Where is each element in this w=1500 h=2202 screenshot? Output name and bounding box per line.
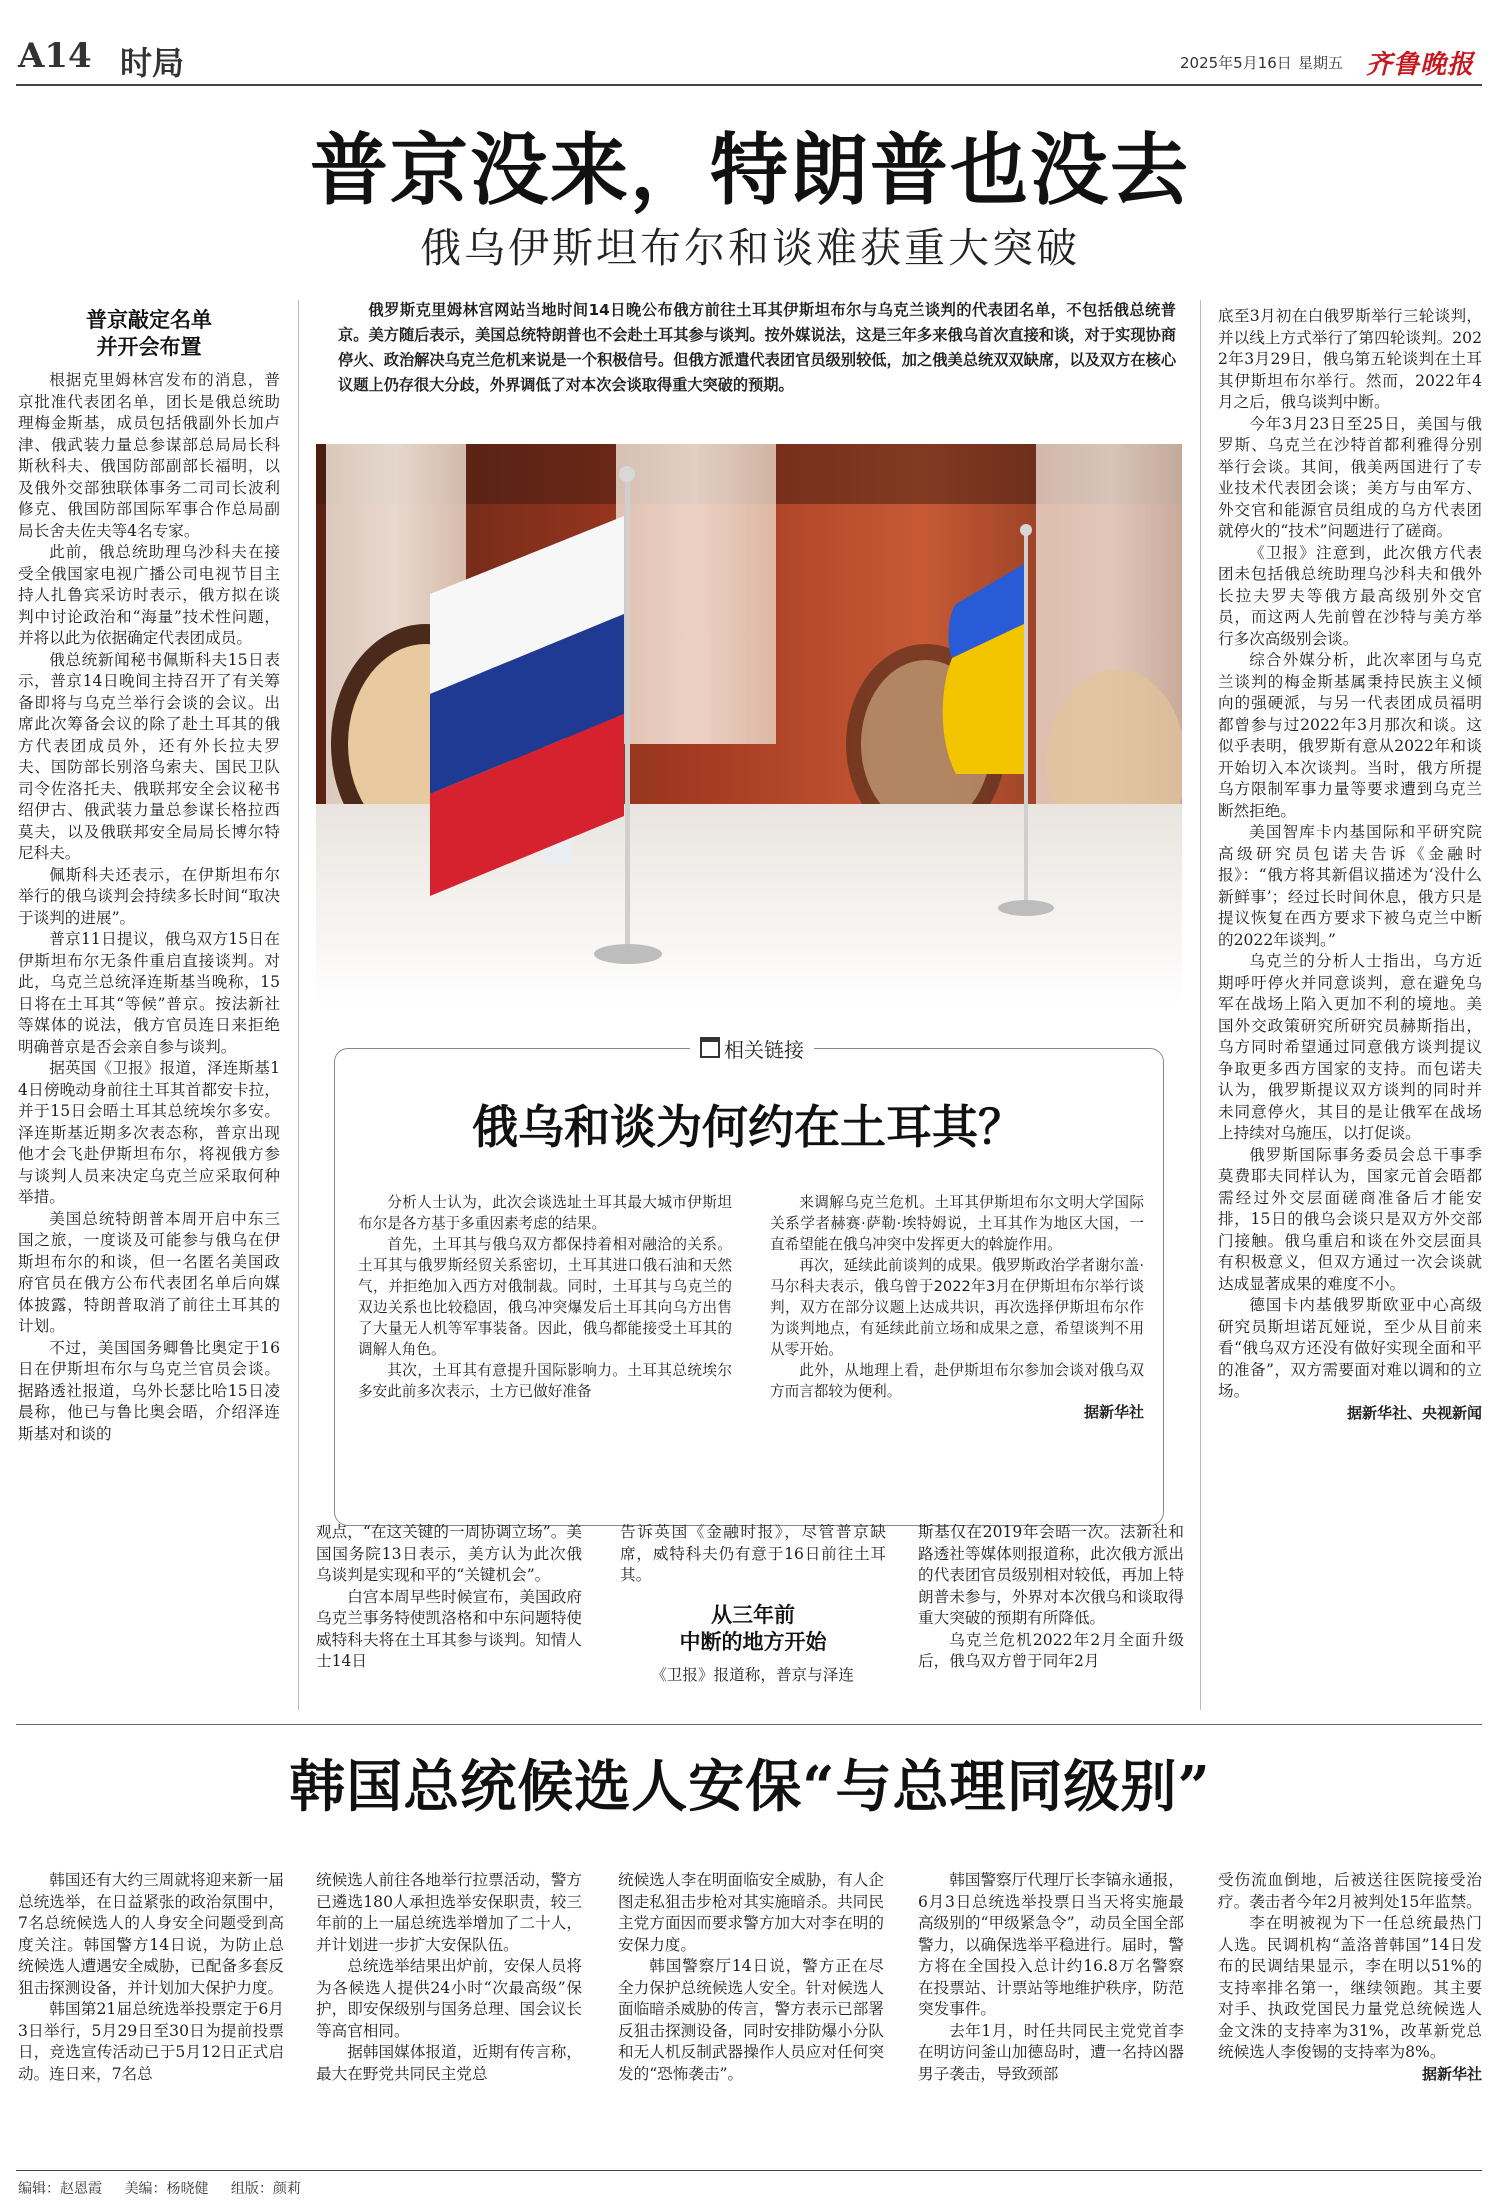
issue-weekday: 星期五 [1298, 54, 1344, 72]
article1-column-3: 告诉英国《金融时报》，尽管普京缺席，威特科夫仍有意于16日前往土耳其。 从三年前 中断的地方开始 《卫报》报道称，普京与泽连 [620, 1523, 886, 1684]
related-link-right-column: 来调解乌克兰危机。土耳其伊斯坦布尔文明大学国际关系学者赫赛·萨勒·埃特姆说，土耳其作为地区大国，一直希望能在俄乌冲突中发挥更大的斡旋作用。 再次，延续此前谈判的成果。俄罗斯政治学者谢尔盖·马尔科夫表示，俄乌曾于2022年3月在伊斯坦布尔举行谈判，双方在部分议题上达成共识，再次选择伊斯坦布尔作为谈判地点，有延续此前立场和成果之意，希望谈判不用从零开始。 此外，从地理上看，赴伊斯坦布尔参加会谈对俄乌双方而言都较为便利。 据新华社 [770, 1194, 1144, 1421]
col1-subhead: 普京敲定名单 [86, 307, 212, 332]
article2-column-3: 统候选人李在明面临安全威胁，有人企图走私狙击步枪对其实施暗杀。共同民主党方面因而要求警方加大对李在明的安保力度。 韩国警察厅14日说，警方正在尽全力保护总统候选人安全。针对候选人面临暗杀威胁的传言，警方表示已部署反狙击探测设备，同时安排防爆小分队和无人机反制武器操作人员应对任何突发的“恐怖袭击”。 [618, 1871, 884, 2083]
article1-source: 据新华社、央视新闻 [1346, 1403, 1482, 1422]
page-number: A14 [18, 36, 92, 76]
article2-column-5: 受伤流血倒地，后被送往医院接受治疗。袭击者今年2月被判处15年监禁。 李在明被视为下一任总统最热门人选。民调机构“盖洛普韩国”14日发布的民调结果显示，李在明以51%的支持率排名第一，继续领跑。其主要对手、执政党国民力量党总统候选人金文洙的支持率为31%，改革新党总统候选人李俊锡的支持率为8%。 据新华社 [1218, 1870, 1482, 2160]
article1-headline: 普京没来，特朗普也没去 [309, 125, 1190, 216]
article1-column-1: 普京敲定名单 并开会布置 根据克里姆林宫发布的消息，普京批准代表团名单，团长是俄总统助理梅金斯基，成员包括俄副外长加卢津、俄武装力量总参谋部总局局长科斯秋科夫、俄国防部副部长福明，以及俄外交部独联体事务二司司长波利修克、俄国防部国际军事合作总局副局长舍夫佐夫等4名专家。 此前，俄总统助理乌沙科夫在接受全俄国家电视广播公司电视节目主持人扎鲁宾采访时表示，俄方拟在谈判中讨论政治和“海量”技术性问题，并将以此为依据确定代表团成员。 俄总统新闻秘书佩斯科夫15日表示，普京14日晚间主持召开了有关筹备即将与乌克兰举行会谈的会议。出席此次筹备会议的除了赴土耳其的俄方代表团成员外，还有外长拉夫罗夫、国防部长别洛乌索夫、国民卫队司令佐洛托夫、俄联邦安全会议秘书绍伊古、俄武装力量总参谋长格拉西莫夫，以及俄联邦安全局局长博尔特尼科夫。 佩斯科夫还表示，在伊斯坦布尔举行的俄乌谈判会持续多长时间“取决于谈判的进展”。 普京11日提议，俄乌双方15日在伊斯坦布尔无条件重启直接谈判。对此，乌克兰总统泽连斯基当晚称，15日将在土耳其“等候”普京。按法新社等媒体的说法，俄方官员连日来拒绝明确普京是否会亲自参与谈判。 据英国《卫报》报道，泽连斯基14日傍晚动身前往土耳其首都安卡拉，并于15日会晤土耳其总统埃尔多安。泽连斯基近期多次表态称，普京出现他才会飞赴伊斯坦布尔，将视俄方参与谈判人员来决定乌克兰应采取何种举措。 美国总统特朗普本周开启中东三国之旅，一度谈及可能参与俄乌在伊斯坦布尔的和谈，但一名匿名美国政府官员在俄方公布代表团名单后向媒体披露，特朗普取消了前往土耳其的计划。 不过，美国国务卿鲁比奥定于16日在伊斯坦布尔与乌克兰官员会谈。据路透社报道，乌外长瑟比哈15日凌晨称，他已与鲁比奥会晤，介绍泽连斯基对和谈的 [18, 307, 280, 1443]
masthead-rule [16, 84, 1482, 86]
divider [1200, 300, 1201, 1710]
article1-column-5: 底至3月初在白俄罗斯举行三轮谈判，并以线上方式举行了第四轮谈判。2022年3月29日，俄乌第五轮谈判在土耳其伊斯坦布尔举行。然而，2022年4月之后，俄乌谈判中断。 今年3月23日至25日，美国与俄罗斯、乌克兰在沙特首都利雅得分别举行会谈。其间，俄美两国进行了专业技术代表团会谈；美方与由军方、外交官和能源官员组成的乌方代表团就停火的“技术”问题进行了磋商。 《卫报》注意到，此次俄方代表团未包括俄总统助理乌沙科夫和俄外长拉夫罗夫等俄方最高级别外交官员，而这两人先前曾在沙特与美方举行多次高级别会谈。 综合外媒分析，此次率团与乌克兰谈判的梅金斯基属秉持民族主义倾向的强硬派，与另一代表团成员福明都曾参与过2022年3月那次和谈。这似乎表明，俄罗斯有意从2022年和谈开始切入本次谈判。当时，俄方所提乌方限制军事力量等要求遭到乌克兰断然拒绝。 美国智库卡内基国际和平研究院高级研究员包诺夫告诉《金融时报》：“俄方将其新倡议描述为‘没什么新鲜事’；经过长时间休息，俄方只是提议恢复在西方要求下被乌克兰中断的2022年谈判。” 乌克兰的分析人士指出，乌方近期呼吁停火并同意谈判，意在避免乌军在战场上陷入更加不利的境地。美国外交政策研究所研究员赫斯指出，乌方同时希望通过同意俄方谈判提议争取更多西方国家的支持。而包诺夫认为，俄罗斯提议双方谈判的同时并未同意停火，其目的是让俄军在战场上持续对乌施压，以打促谈。 俄罗斯国际事务委员会总干事季莫费耶夫同样认为，国家元首会晤都需经过外交层面磋商准备后才能安排，15日的俄乌会谈只是双方外交部门接触。俄乌重启和谈在外交层面具有积极意义，但双方通过一次会谈就达成显著成果的难度不小。 德国卡内基俄罗斯欧亚中心高级研究员斯坦诺瓦娅说，至少从目前来看“俄乌双方还没有做好实现全面和平的准备”，双方需要面对难以调和的立场。 据新华社、央视新闻 [1218, 306, 1482, 1708]
section-divider [16, 1724, 1482, 1725]
related-link-left-column: 分析人士认为，此次会谈选址土耳其最大城市伊斯坦布尔是各方基于多重因素考虑的结果。 首先，土耳其与俄乌双方都保持着相对融洽的关系。土耳其与俄罗斯经贸关系密切，土耳其进口俄石油和天然气，并拒绝加入西方对俄制裁。同时，土耳其与乌克兰的双边关系也比较稳固，俄乌冲突爆发后土耳其向乌方出售了大量无人机等军事装备。因此，俄乌都能接受土耳其的调解人角色。 其次，土耳其有意提升国际影响力。土耳其总统埃尔多安此前多次表示，土方已做好准备 [358, 1194, 732, 1400]
article2-column-4: 韩国警察厅代理厅长李镐永通报，6月3日总统选举投票日当天将实施最高级别的“甲级紧急令”，动员全国全部警力，以确保选举平稳进行。届时，警方将在全国投入总计约16.8万名警察在投票站、计票站等地维护秩序，防范突发事件。 去年1月，时任共同民主党党首李在明访问釜山加德岛时，遭一名持凶器男子袭击，导致颈部 [918, 1871, 1184, 2083]
flags-photo [316, 444, 1182, 1006]
article1-subheadline: 俄乌伊斯坦布尔和谈难获重大突破 [420, 224, 1080, 272]
article1-lead: 俄罗斯克里姆林宫网站当地时间14日晚公布俄方前往土耳其伊斯坦布尔与乌克兰谈判的代表团名单，不包括俄总统普京。美方随后表示，美国总统特朗普也不会赴土耳其参与谈判。按外媒说法，这是三年多来俄乌首次直接和谈，对于实现协商停火、政治解决乌克兰危机来说是一个积极信号。但俄方派遣代表团官员级别较低，加之俄美总统双双缺席，以及双方在核心议题上仍存很大分歧，外界调低了对本次会谈取得重大突破的预期。 [338, 301, 1176, 394]
col3-subhead-2: 中断的地方开始 [679, 1628, 827, 1654]
col1-subhead-2: 并开会布置 [96, 334, 202, 359]
footer-rule [16, 2170, 1482, 2171]
divider [298, 300, 299, 1710]
article1-column-4: 斯基仅在2019年会晤一次。法新社和路透社等媒体则报道称，此次俄方派出的代表团官员级别相对较低，再加上特朗普未参与，外界对本次俄乌和谈取得重大突破的预期有所降低。 乌克兰危机2022年2月全面升级后，俄乌双方曾于同年2月 [918, 1523, 1184, 1670]
article1-column-2: 观点，“在这关键的一周协调立场”。美国国务院13日表示，美方认为此次俄乌谈判是实现和平的“关键机会”。 白宫本周早些时候宣布，美国政府乌克兰事务特使凯洛格和中东问题特使威特科夫将在土耳其参与谈判。知情人士14日 [316, 1523, 582, 1670]
article2-source: 据新华社 [1421, 2064, 1482, 2083]
issue-date: 2025年5月16日 [1180, 54, 1292, 72]
flags-photo-svg [316, 444, 1182, 1006]
related-link-tag: 相关链接 [690, 1034, 814, 1063]
section-title: 时局 [120, 44, 185, 82]
footer-editor: 编辑：赵恩霞 [18, 2181, 102, 2197]
newspaper-logo: 齐鲁晚报 [1366, 50, 1475, 80]
col3-subhead: 从三年前 [711, 1601, 795, 1627]
footer-designer: 美编：杨晓健 [124, 2181, 209, 2197]
related-link-title: 俄乌和谈为何约在土耳其？ [472, 1100, 1024, 1154]
article2-column-2: 统候选人前往各地举行拉票活动，警方已遴选180人承担选举安保职责，较三年前的上一届总统选举增加了二十人，并计划进一步扩大安保队伍。 总统选举结果出炉前，安保人员将为各候选人提供24小时“次最高级”保护，即安保级别与国务总理、国会议长等高官相同。 据韩国媒体报道，近期有传言称，最大在野党共同民主党总 [316, 1871, 582, 2083]
related-link-source: 据新华社 [1083, 1403, 1144, 1421]
article2-headline: 韩国总统候选人安保“与总理同级别” [289, 1754, 1211, 1820]
article2-column-1: 韩国还有大约三周就将迎来新一届总统选举，在日益紧张的政治氛围中，7名总统候选人的人身安全问题受到高度关注。韩国警方14日说，为防止总统候选人遭遇安全威胁，已配备多套反狙击探测设备，并计划加大保护力度。 韩国第21届总统选举投票定于6月3日举行，5月29日至30日为提前投票日，竞选宣传活动已于5月12日正式启动。连日来，7名总 [18, 1871, 284, 2083]
link-icon [700, 1037, 720, 1058]
footer-credits [18, 2178, 301, 2198]
footer-proofreader: 组版：颜莉 [230, 2181, 301, 2197]
